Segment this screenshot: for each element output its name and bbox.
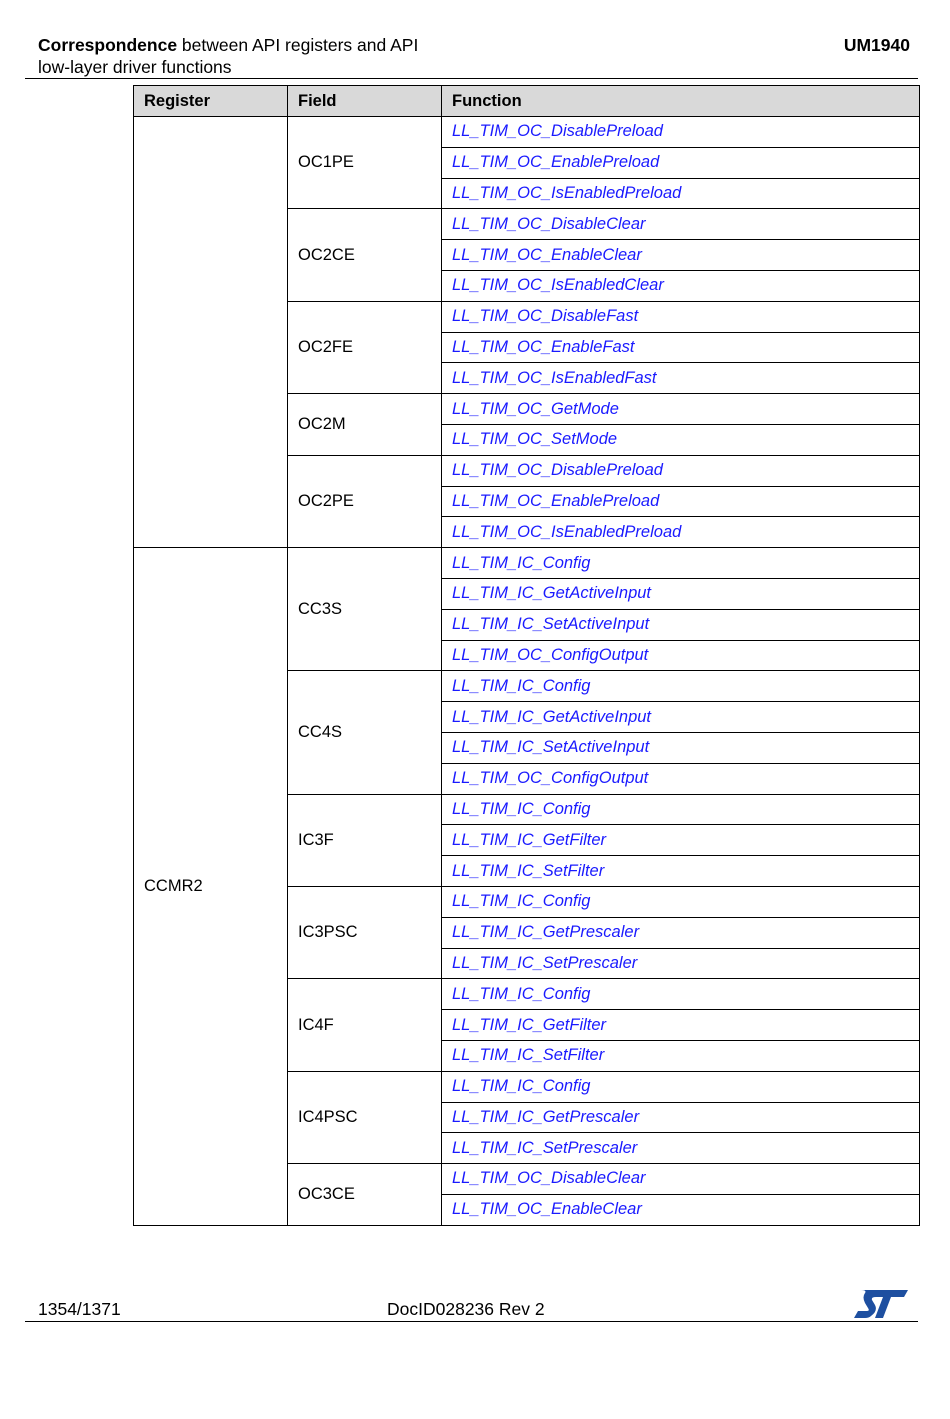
table-row	[134, 548, 920, 579]
register-cell	[134, 117, 288, 548]
function-cell	[442, 240, 920, 271]
function-link[interactable]: LL_TIM_IC_SetFilter	[452, 1046, 605, 1065]
function-cell	[442, 332, 920, 363]
function-link[interactable]: LL_TIM_OC_IsEnabledClear	[452, 276, 664, 295]
field-cell: IC3PSC	[288, 886, 442, 978]
function-link[interactable]: LL_TIM_OC_DisableClear	[452, 214, 646, 233]
col-header-field: Field	[288, 86, 442, 117]
function-cell	[442, 117, 920, 148]
function-cell	[442, 178, 920, 209]
table-body	[134, 117, 920, 1226]
field-cell: OC2FE	[288, 301, 442, 393]
function-cell	[442, 517, 920, 548]
function-cell	[442, 1133, 920, 1164]
field-cell: IC4F	[288, 979, 442, 1071]
function-cell	[442, 1040, 920, 1071]
field-cell: OC2CE	[288, 209, 442, 301]
function-cell	[442, 917, 920, 948]
function-cell	[442, 455, 920, 486]
function-link[interactable]: LL_TIM_IC_GetActiveInput	[452, 707, 652, 726]
function-link[interactable]: LL_TIM_OC_EnablePreload	[452, 153, 660, 172]
header-title-rest: between API registers and API	[177, 35, 419, 55]
function-link[interactable]: LL_TIM_IC_SetPrescaler	[452, 1138, 638, 1157]
field-cell: CC4S	[288, 671, 442, 794]
function-cell	[442, 886, 920, 917]
footer-rule	[25, 1321, 918, 1322]
header-title-bold: Correspondence	[38, 35, 178, 55]
function-link[interactable]: LL_TIM_IC_GetPrescaler	[452, 1107, 640, 1126]
function-cell	[442, 1071, 920, 1102]
function-cell	[442, 548, 920, 579]
function-cell	[442, 825, 920, 856]
function-cell	[442, 1164, 920, 1195]
function-link[interactable]: LL_TIM_IC_SetActiveInput	[452, 738, 650, 757]
function-cell	[442, 702, 920, 733]
footer-page-number: 1354/1371	[38, 1299, 121, 1319]
function-cell	[442, 609, 920, 640]
function-link[interactable]: LL_TIM_OC_EnablePreload	[452, 491, 660, 510]
col-header-register: Register	[134, 86, 288, 117]
function-link[interactable]: LL_TIM_IC_SetPrescaler	[452, 953, 638, 972]
st-logo	[853, 1288, 909, 1320]
function-cell	[442, 794, 920, 825]
function-link[interactable]: LL_TIM_IC_SetFilter	[452, 861, 605, 880]
header-rule	[25, 78, 918, 79]
function-cell	[442, 732, 920, 763]
function-link[interactable]: LL_TIM_OC_SetMode	[452, 430, 618, 449]
function-cell	[442, 856, 920, 887]
function-link[interactable]: LL_TIM_OC_EnableFast	[452, 337, 635, 356]
register-table	[133, 85, 920, 1226]
function-cell	[442, 363, 920, 394]
function-cell	[442, 147, 920, 178]
function-link[interactable]: LL_TIM_OC_IsEnabledPreload	[452, 522, 682, 541]
function-link[interactable]: LL_TIM_OC_DisablePreload	[452, 122, 663, 141]
table-row	[134, 117, 920, 148]
function-cell	[442, 671, 920, 702]
function-link[interactable]: LL_TIM_OC_DisablePreload	[452, 461, 663, 480]
function-link[interactable]: LL_TIM_OC_EnableClear	[452, 245, 642, 264]
st-logo-shape	[854, 1290, 908, 1318]
function-cell	[442, 394, 920, 425]
function-link[interactable]: LL_TIM_IC_Config	[452, 553, 591, 572]
function-link[interactable]: LL_TIM_OC_EnableClear	[452, 1200, 642, 1219]
function-link[interactable]: LL_TIM_IC_GetFilter	[452, 830, 607, 849]
function-cell	[442, 424, 920, 455]
footer-doc-id: DocID028236 Rev 2	[387, 1299, 545, 1319]
function-link[interactable]: LL_TIM_OC_DisableFast	[452, 307, 639, 326]
function-cell	[442, 640, 920, 671]
function-cell	[442, 486, 920, 517]
field-cell: OC2PE	[288, 455, 442, 547]
function-link[interactable]: LL_TIM_IC_GetPrescaler	[452, 923, 640, 942]
function-link[interactable]: LL_TIM_OC_IsEnabledPreload	[452, 183, 682, 202]
function-link[interactable]: LL_TIM_OC_DisableClear	[452, 1169, 646, 1188]
header-title-line2: low-layer driver functions	[38, 57, 232, 77]
col-header-function: Function	[442, 86, 920, 117]
function-cell	[442, 209, 920, 240]
function-link[interactable]: LL_TIM_IC_GetActiveInput	[452, 584, 652, 603]
function-cell	[442, 763, 920, 794]
function-link[interactable]: LL_TIM_IC_Config	[452, 984, 591, 1003]
function-cell	[442, 578, 920, 609]
function-link[interactable]: LL_TIM_OC_GetMode	[452, 399, 619, 418]
field-cell: IC4PSC	[288, 1071, 442, 1163]
field-cell: OC3CE	[288, 1164, 442, 1226]
function-cell	[442, 1010, 920, 1041]
function-link[interactable]: LL_TIM_OC_ConfigOutput	[452, 645, 649, 664]
field-cell: OC1PE	[288, 117, 442, 209]
header-doc-code: UM1940	[843, 35, 910, 55]
function-cell	[442, 1194, 920, 1225]
function-link[interactable]: LL_TIM_OC_IsEnabledFast	[452, 368, 657, 387]
function-link[interactable]: LL_TIM_IC_Config	[452, 676, 591, 695]
field-cell: CC3S	[288, 548, 442, 671]
function-link[interactable]: LL_TIM_IC_SetActiveInput	[452, 615, 650, 634]
register-cell: CCMR2	[134, 548, 288, 1226]
function-cell	[442, 270, 920, 301]
field-cell: OC2M	[288, 394, 442, 456]
function-cell	[442, 301, 920, 332]
field-cell: IC3F	[288, 794, 442, 886]
function-cell	[442, 1102, 920, 1133]
function-link[interactable]: LL_TIM_IC_GetFilter	[452, 1015, 607, 1034]
function-link[interactable]: LL_TIM_IC_Config	[452, 1077, 591, 1096]
function-cell	[442, 979, 920, 1010]
function-link[interactable]: LL_TIM_IC_Config	[452, 799, 591, 818]
function-link[interactable]: LL_TIM_OC_ConfigOutput	[452, 769, 649, 788]
header-title	[38, 34, 910, 78]
function-cell	[442, 948, 920, 979]
function-link[interactable]: LL_TIM_IC_Config	[452, 892, 591, 911]
table-header-row	[134, 86, 920, 117]
page-header	[38, 34, 910, 80]
